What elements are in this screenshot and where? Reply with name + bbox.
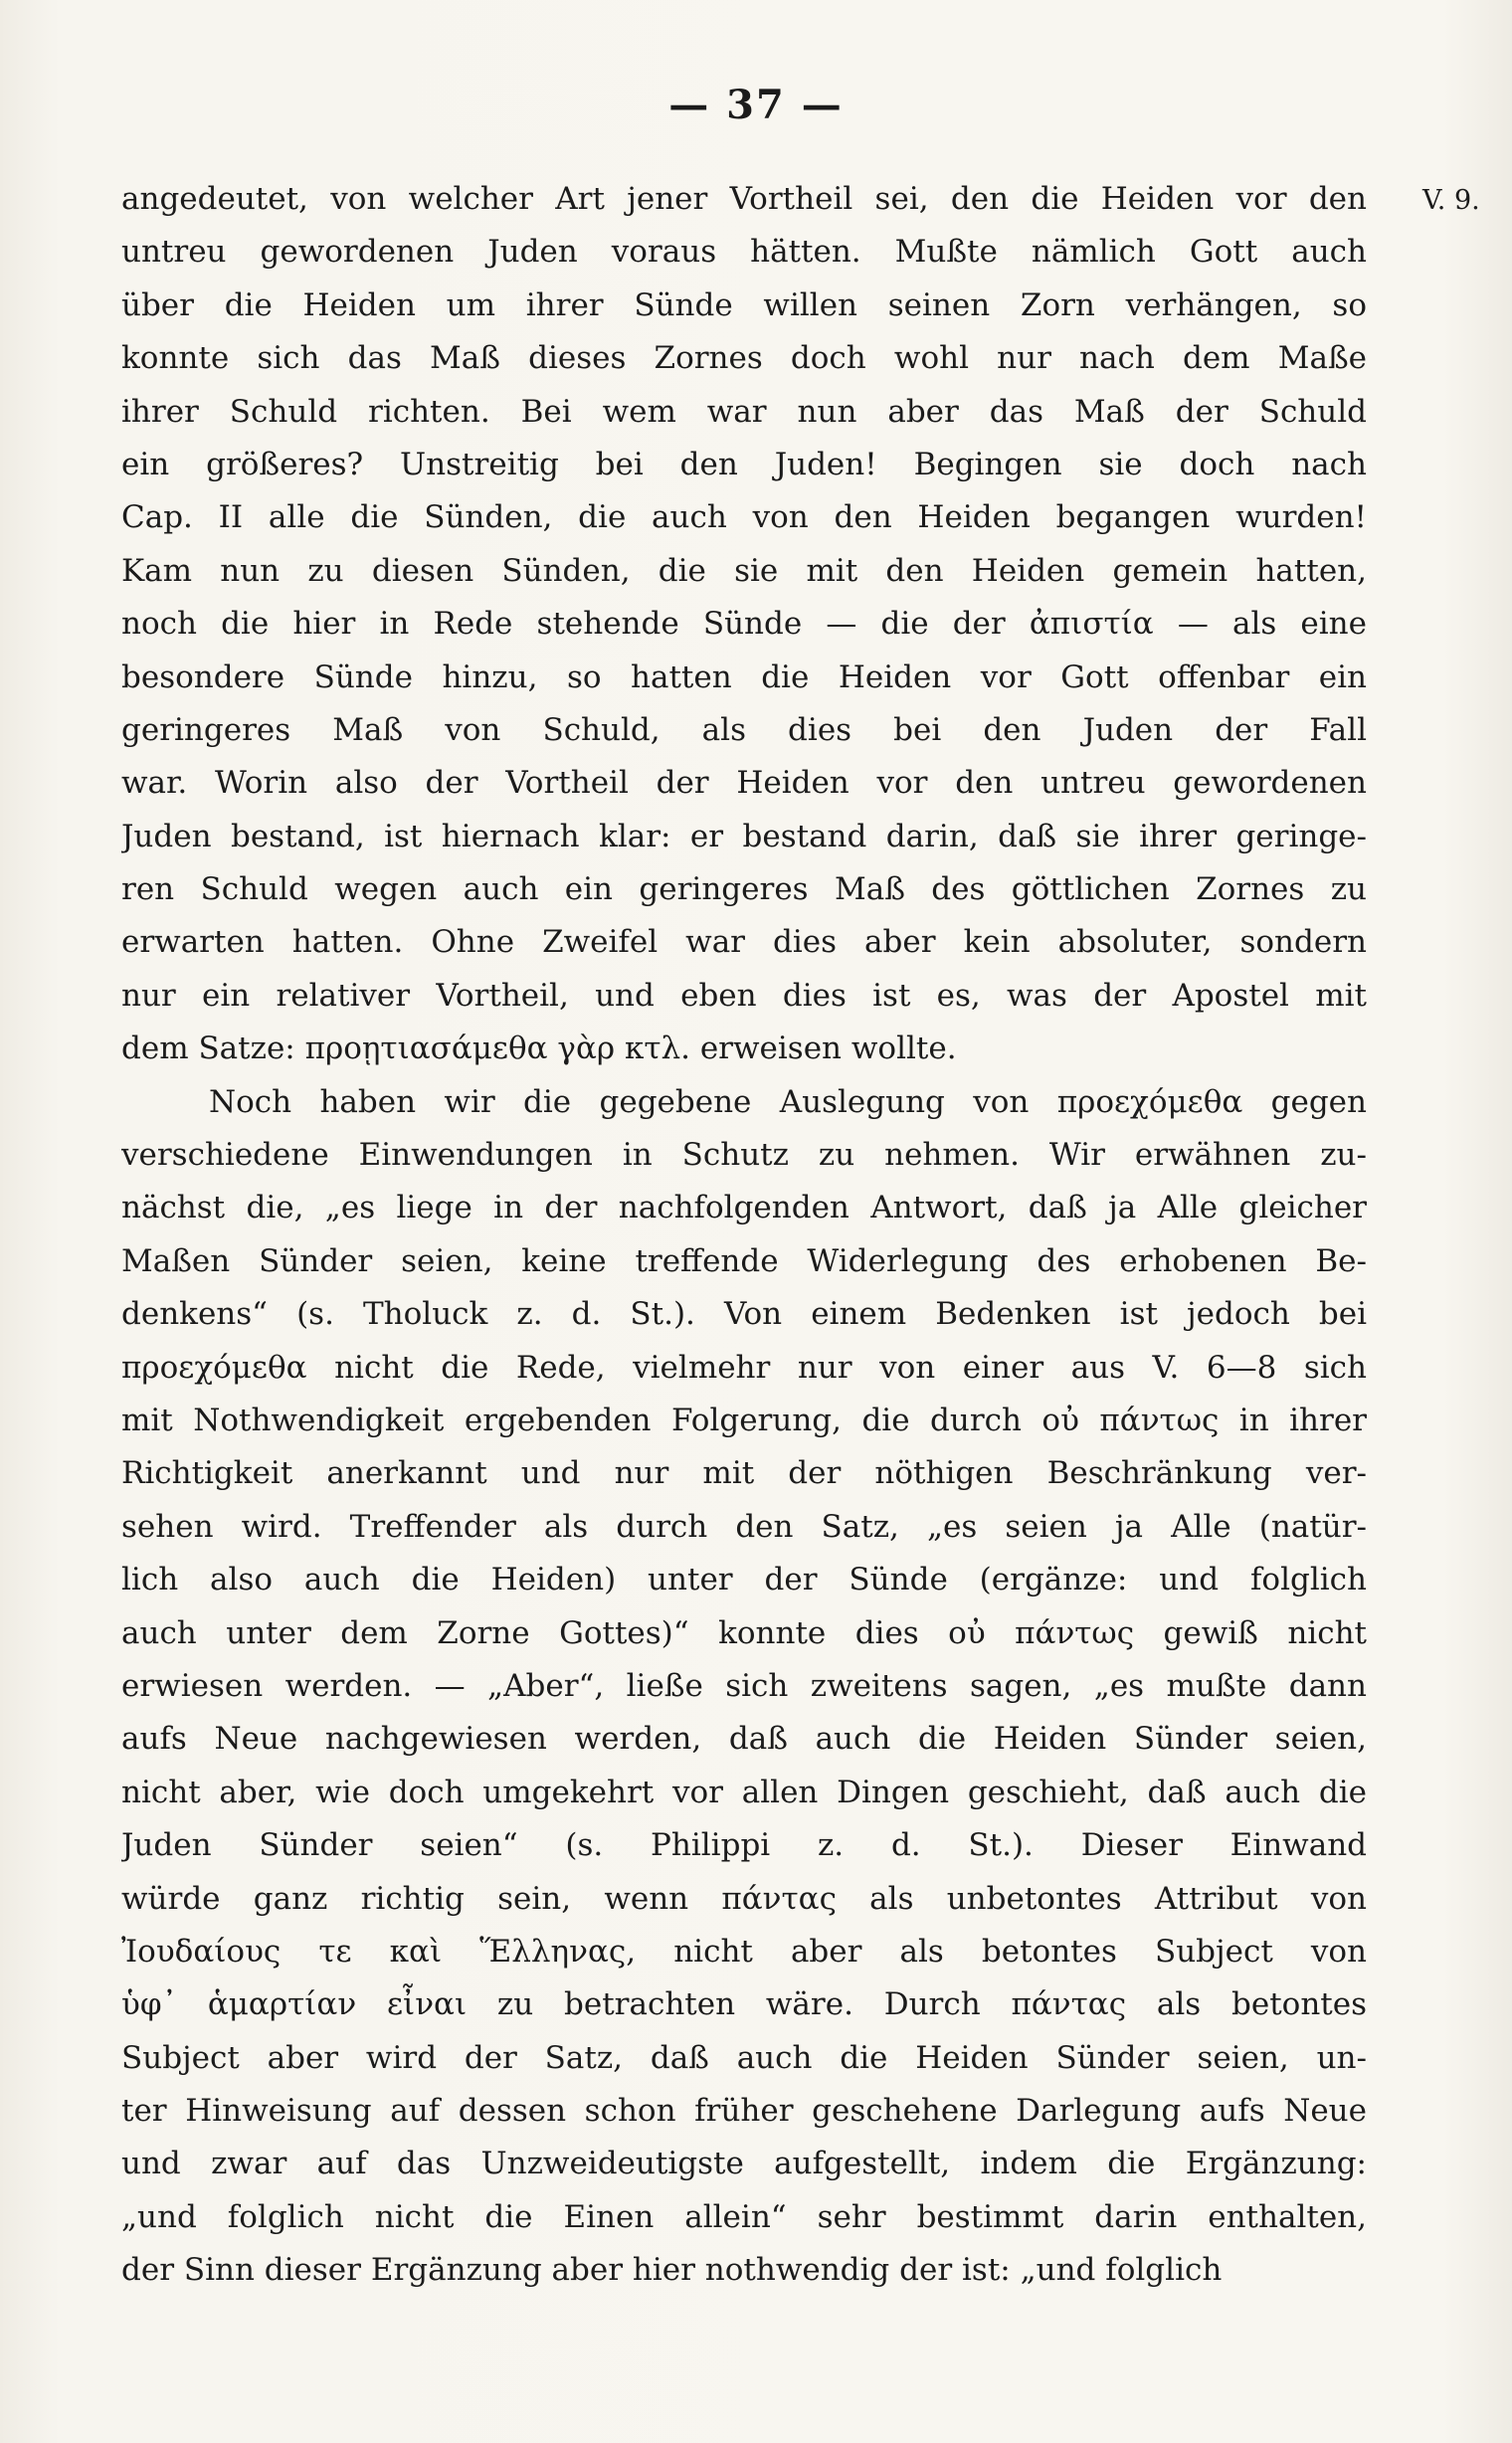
text-line: Juden bestand, ist hiernach klar: er bestand darin, daß sie ihrer geringe-: [121, 818, 1367, 854]
text-line: konnte sich das Maß dieses Zornes doch wohl nur nach dem Maße: [121, 340, 1367, 377]
text-line: erwarten hatten. Ohne Zweifel war dies aber kein absoluter, sondern: [121, 924, 1367, 961]
text-line: denkens“ (s. Tholuck z. d. St.). Von einem Bedenken ist jedoch bei: [121, 1296, 1367, 1333]
text-line: besondere Sünde hinzu, so hatten die Heiden vor Gott offenbar ein: [121, 658, 1367, 695]
text-line: war. Worin also der Vortheil der Heiden vor den untreu gewordenen: [121, 765, 1367, 802]
text-line: Ἰουδαίους τε καὶ Ἕλληνας, nicht aber als betontes Subject von: [121, 1933, 1367, 1970]
text-line: Cap. II alle die Sünden, die auch von den Heiden begangen wurden!: [121, 499, 1367, 536]
margin-verse-reference: V. 9.: [1422, 185, 1480, 216]
text-line: Maßen Sünder seien, keine treffende Widerlegung des erhobenen Be-: [121, 1242, 1367, 1279]
text-line: ihrer Schuld richten. Bei wem war nun aber das Maß der Schuld: [121, 393, 1367, 430]
text-line: über die Heiden um ihrer Sünde willen seinen Zorn verhängen, so: [121, 286, 1367, 323]
text-line: erwiesen werden. — „Aber“, ließe sich zweitens sagen, „es mußte dann: [121, 1667, 1367, 1704]
text-line: ein größeres? Unstreitig bei den Juden! Begingen sie doch nach: [121, 446, 1367, 482]
text-line: ὑφ᾽ ἁμαρτίαν εἶναι zu betrachten wäre. Durch πάντας als betontes: [121, 1986, 1367, 2023]
text-line: nächst die, „es liege in der nachfolgenden Antwort, daß ja Alle gleicher: [121, 1190, 1367, 1226]
text-line: untreu gewordenen Juden voraus hätten. Mußte nämlich Gott auch: [121, 234, 1367, 271]
text-line: sehen wird. Treffender als durch den Satz, „es seien ja Alle (natür-: [121, 1508, 1367, 1545]
text-line: auch unter dem Zorne Gottes)“ konnte dies οὐ πάντως gewiß nicht: [121, 1614, 1367, 1651]
text-line: lich also auch die Heiden) unter der Sünde (ergänze: und folglich: [121, 1562, 1367, 1598]
text-line: nicht aber, wie doch umgekehrt vor allen Dingen geschieht, daß auch die: [121, 1774, 1367, 1810]
text-line: der Sinn dieser Ergänzung aber hier nothwendig der ist: „und folglich: [121, 2252, 1223, 2289]
text-line: und zwar auf das Unzweideutigste aufgestellt, indem die Ergänzung:: [121, 2146, 1367, 2182]
text-line: angedeutet, von welcher Art jener Vortheil sei, den die Heiden vor den: [121, 181, 1367, 217]
text-line: „und folglich nicht die Einen allein“ sehr bestimmt darin enthalten,: [121, 2198, 1367, 2235]
text-line: würde ganz richtig sein, wenn πάντας als unbetontes Attribut von: [121, 1880, 1367, 1917]
text-line: Noch haben wir die gegebene Auslegung von προεχόμεθα gegen: [209, 1083, 1367, 1120]
text-line: nur ein relativer Vortheil, und eben dies ist es, was der Apostel mit: [121, 977, 1367, 1014]
text-line: verschiedene Einwendungen in Schutz zu nehmen. Wir erwähnen zu-: [121, 1137, 1367, 1174]
text-line: noch die hier in Rede stehende Sünde — die der ἀπιστία — als eine: [121, 606, 1367, 643]
text-line: ren Schuld wegen auch ein geringeres Maß des göttlichen Zornes zu: [121, 871, 1367, 908]
text-line: aufs Neue nachgewiesen werden, daß auch die Heiden Sünder seien,: [121, 1721, 1367, 1758]
text-line: Richtigkeit anerkannt und nur mit der nöthigen Beschränkung ver-: [121, 1455, 1367, 1492]
text-line: Subject aber wird der Satz, daß auch die Heiden Sünder seien, un-: [121, 2039, 1367, 2076]
text-line: mit Nothwendigkeit ergebenden Folgerung, die durch οὐ πάντως in ihrer: [121, 1402, 1367, 1438]
text-line: Kam nun zu diesen Sünden, die sie mit den Heiden gemein hatten,: [121, 552, 1367, 589]
text-line: geringeres Maß von Schuld, als dies bei den Juden der Fall: [121, 711, 1367, 748]
text-line: προεχόμεθα nicht die Rede, vielmehr nur von einer aus V. 6—8 sich: [121, 1349, 1367, 1386]
body-text: [121, 173, 1367, 2298]
text-line: Juden Sünder seien“ (s. Philippi z. d. St.). Dieser Einwand: [121, 1827, 1367, 1864]
text-line: ter Hinweisung auf dessen schon früher geschehene Darlegung aufs Neue: [121, 2093, 1367, 2130]
page-number: — 37 —: [668, 82, 844, 128]
text-line: dem Satze: προῃτιασάμεθα γὰρ κτλ. erweisen wollte.: [121, 1031, 957, 1067]
